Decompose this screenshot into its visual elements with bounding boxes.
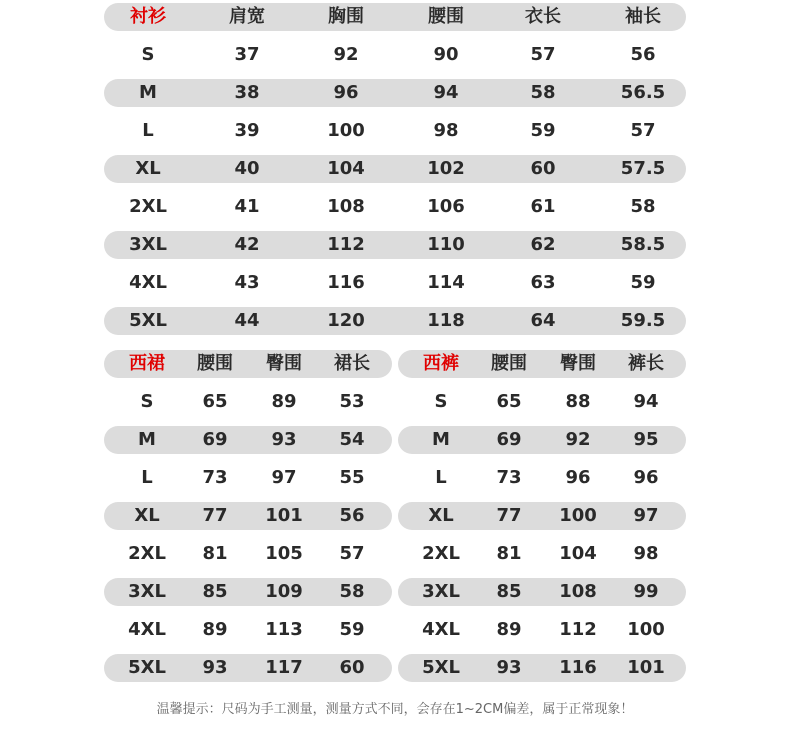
shirt-cell: 100 (327, 120, 365, 141)
shirt-cell: 58 (530, 82, 556, 103)
shirt-row (104, 307, 686, 335)
pants-cell: 98 (633, 543, 659, 564)
pants-cell: 97 (633, 505, 659, 526)
skirt-cell: S (140, 391, 154, 412)
pants-cell: XL (428, 505, 454, 526)
skirt-column-header: 裙长 (334, 353, 370, 374)
shirt-cell: 61 (530, 196, 556, 217)
shirt-cell: 94 (433, 82, 459, 103)
shirt-cell: 92 (333, 44, 359, 65)
skirt-cell: 93 (202, 657, 228, 678)
pants-row (398, 388, 686, 416)
skirt-row (104, 502, 392, 530)
shirt-column-header: 衬衫 (130, 6, 166, 27)
pants-cell: 96 (565, 467, 591, 488)
pants-cell: 89 (496, 619, 522, 640)
shirt-cell: 40 (234, 158, 260, 179)
shirt-cell: 39 (234, 120, 260, 141)
skirt-row (104, 388, 392, 416)
skirt-cell: 113 (265, 619, 303, 640)
shirt-row (104, 117, 686, 145)
shirt-row (104, 41, 686, 69)
shirt-cell: 60 (530, 158, 556, 179)
shirt-row (104, 269, 686, 297)
pants-cell: M (432, 429, 450, 450)
shirt-cell: 56.5 (620, 82, 666, 103)
pants-cell: 104 (559, 543, 597, 564)
shirt-cell: 3XL (129, 234, 167, 255)
skirt-row (104, 578, 392, 606)
shirt-column-header: 衣长 (525, 6, 561, 27)
pants-row (398, 578, 686, 606)
pants-cell: 95 (633, 429, 659, 450)
pants-column-header: 裤长 (628, 353, 664, 374)
shirt-cell: S (141, 44, 155, 65)
shirt-cell: 63 (530, 272, 556, 293)
pants-row (398, 502, 686, 530)
pants-cell: 3XL (422, 581, 460, 602)
pants-cell: 108 (559, 581, 597, 602)
pants-cell: 101 (627, 657, 665, 678)
pants-cell: 100 (627, 619, 665, 640)
skirt-cell: 59 (339, 619, 365, 640)
skirt-row (104, 464, 392, 492)
shirt-cell: 2XL (129, 196, 167, 217)
skirt-cell: 69 (202, 429, 228, 450)
skirt-row (104, 540, 392, 568)
skirt-cell: 53 (339, 391, 365, 412)
shirt-column-header: 肩宽 (229, 6, 265, 27)
shirt-cell: 57 (530, 44, 556, 65)
shirt-cell: 38 (234, 82, 260, 103)
shirt-cell: 110 (427, 234, 465, 255)
skirt-cell: M (138, 429, 156, 450)
pants-cell: 99 (633, 581, 659, 602)
pants-cell: 73 (496, 467, 522, 488)
shirt-column-header: 腰围 (428, 6, 464, 27)
shirt-cell: 58.5 (620, 234, 666, 255)
shirt-cell: 96 (333, 82, 359, 103)
shirt-row (104, 79, 686, 107)
shirt-column-header: 胸围 (328, 6, 364, 27)
skirt-column-header: 腰围 (197, 353, 233, 374)
shirt-row (104, 231, 686, 259)
pants-cell: 5XL (422, 657, 460, 678)
skirt-cell: 4XL (128, 619, 166, 640)
pants-row (398, 654, 686, 682)
pants-cell: 100 (559, 505, 597, 526)
shirt-cell: 112 (327, 234, 365, 255)
skirt-cell: L (141, 467, 153, 488)
skirt-cell: 56 (339, 505, 365, 526)
pants-cell: 85 (496, 581, 522, 602)
shirt-row (104, 193, 686, 221)
skirt-size-table (104, 350, 392, 692)
shirt-cell: 64 (530, 310, 556, 331)
skirt-row (104, 654, 392, 682)
pants-column-header: 西裤 (423, 353, 459, 374)
shirt-cell: M (139, 82, 157, 103)
pants-cell: 81 (496, 543, 522, 564)
shirt-cell: 120 (327, 310, 365, 331)
shirt-cell: XL (135, 158, 161, 179)
pants-row (398, 616, 686, 644)
shirt-header-row (104, 3, 686, 31)
skirt-cell: 93 (271, 429, 297, 450)
pants-row (398, 540, 686, 568)
skirt-cell: XL (134, 505, 160, 526)
pants-cell: 92 (565, 429, 591, 450)
shirt-cell: 44 (234, 310, 260, 331)
pants-cell: 116 (559, 657, 597, 678)
pants-cell: 2XL (422, 543, 460, 564)
pants-row (398, 426, 686, 454)
shirt-row (104, 155, 686, 183)
shirt-cell: 59 (530, 120, 556, 141)
skirt-cell: 2XL (128, 543, 166, 564)
skirt-cell: 65 (202, 391, 228, 412)
shirt-cell: 57.5 (620, 158, 666, 179)
shirt-cell: 56 (630, 44, 656, 65)
pants-cell: 4XL (422, 619, 460, 640)
skirt-row (104, 616, 392, 644)
shirt-cell: 42 (234, 234, 260, 255)
pants-cell: S (434, 391, 448, 412)
shirt-column-header: 袖长 (625, 6, 661, 27)
pants-header-row (398, 350, 686, 378)
skirt-row (104, 426, 392, 454)
shirt-size-table (104, 3, 686, 345)
shirt-cell: 37 (234, 44, 260, 65)
shirt-cell: 118 (427, 310, 465, 331)
skirt-column-header: 臀围 (266, 353, 302, 374)
pants-cell: 112 (559, 619, 597, 640)
skirt-cell: 85 (202, 581, 228, 602)
skirt-cell: 58 (339, 581, 365, 602)
skirt-cell: 73 (202, 467, 228, 488)
skirt-cell: 105 (265, 543, 303, 564)
shirt-cell: 41 (234, 196, 260, 217)
pants-row (398, 464, 686, 492)
skirt-cell: 55 (339, 467, 365, 488)
shirt-cell: 114 (427, 272, 465, 293)
shirt-cell: 58 (630, 196, 656, 217)
pants-size-table (398, 350, 686, 692)
shirt-cell: 98 (433, 120, 459, 141)
shirt-cell: 5XL (129, 310, 167, 331)
shirt-cell: 102 (427, 158, 465, 179)
skirt-cell: 60 (339, 657, 365, 678)
skirt-cell: 5XL (128, 657, 166, 678)
skirt-cell: 3XL (128, 581, 166, 602)
shirt-cell: 116 (327, 272, 365, 293)
skirt-cell: 117 (265, 657, 303, 678)
skirt-header-row (104, 350, 392, 378)
shirt-cell: 62 (530, 234, 556, 255)
shirt-cell: 90 (433, 44, 459, 65)
skirt-cell: 89 (202, 619, 228, 640)
skirt-cell: 81 (202, 543, 228, 564)
shirt-cell: 59.5 (620, 310, 666, 331)
pants-cell: 69 (496, 429, 522, 450)
pants-column-header: 臀围 (560, 353, 596, 374)
pants-cell: 88 (565, 391, 591, 412)
skirt-cell: 57 (339, 543, 365, 564)
shirt-cell: 4XL (129, 272, 167, 293)
pants-cell: L (435, 467, 447, 488)
skirt-cell: 77 (202, 505, 228, 526)
shirt-cell: 108 (327, 196, 365, 217)
skirt-cell: 101 (265, 505, 303, 526)
shirt-cell: 59 (630, 272, 656, 293)
footer-note: 温馨提示：尺码为手工测量，测量方式不同，会存在1~2CM偏差，属于正常现象！ (156, 702, 634, 717)
shirt-cell: L (142, 120, 154, 141)
shirt-cell: 106 (427, 196, 465, 217)
skirt-cell: 97 (271, 467, 297, 488)
pants-cell: 65 (496, 391, 522, 412)
pants-cell: 94 (633, 391, 659, 412)
pants-cell: 93 (496, 657, 522, 678)
shirt-cell: 43 (234, 272, 260, 293)
skirt-cell: 89 (271, 391, 297, 412)
skirt-column-header: 西裙 (129, 353, 165, 374)
shirt-cell: 57 (630, 120, 656, 141)
skirt-cell: 109 (265, 581, 303, 602)
pants-cell: 96 (633, 467, 659, 488)
pants-cell: 77 (496, 505, 522, 526)
skirt-cell: 54 (339, 429, 365, 450)
shirt-cell: 104 (327, 158, 365, 179)
pants-column-header: 腰围 (491, 353, 527, 374)
